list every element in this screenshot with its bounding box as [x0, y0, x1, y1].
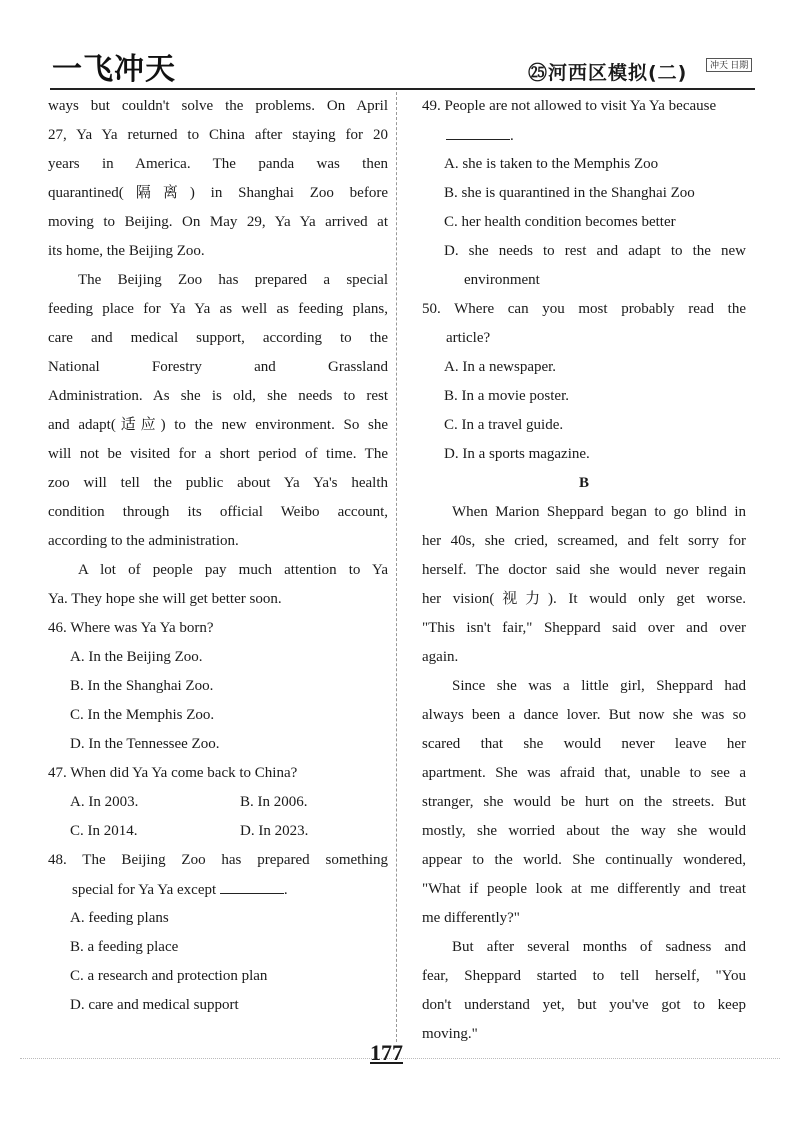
- header-rule: [50, 88, 755, 90]
- q49-option-b[interactable]: B. she is quarantined in the Shanghai Zoo: [444, 185, 695, 201]
- passage-line: Ya. They hope she will get better soon.: [48, 591, 282, 607]
- passage-line: ways but couldn't solve the problems. On April: [48, 98, 388, 114]
- passage-line: "What if people look at me differently and treat: [422, 881, 746, 897]
- passage-b-label: B: [578, 475, 589, 491]
- q50-option-d[interactable]: D. In a sports magazine.: [444, 446, 590, 462]
- question-46-stem: 46. Where was Ya Ya born?: [48, 620, 214, 636]
- passage-line: A lot of people pay much attention to Ya: [78, 562, 388, 578]
- q47-option-b[interactable]: B. In 2006.: [240, 794, 308, 810]
- passage-line: scared that she would never leave her: [422, 736, 746, 752]
- passage-line: don't understand yet, but you've got to keep: [422, 997, 746, 1013]
- q50-option-c[interactable]: C. In a travel guide.: [444, 417, 564, 433]
- passage-line: Administration. As she is old, she needs to rest: [48, 388, 388, 404]
- q50-option-b[interactable]: B. In a movie poster.: [444, 388, 569, 404]
- q49-option-d[interactable]: D. she needs to rest and adapt to the new: [444, 243, 746, 259]
- q46-option-c[interactable]: C. In the Memphis Zoo.: [70, 707, 215, 723]
- question-48-stem: 48. The Beijing Zoo has prepared something: [48, 852, 388, 868]
- passage-line: fear, Sheppard started to tell herself, "You: [422, 968, 746, 984]
- q50-option-a[interactable]: A. In a newspaper.: [444, 359, 557, 375]
- q49-option-d-cont: environment: [464, 272, 540, 288]
- q49-option-c[interactable]: C. her health condition becomes better: [444, 214, 676, 230]
- passage-line: moving.": [422, 1026, 478, 1042]
- passage-line: and adapt(适应) to the new environment. So she: [48, 417, 388, 433]
- passage-line: its home, the Beijing Zoo.: [48, 243, 205, 259]
- passage-line: But after several months of sadness and: [452, 939, 746, 955]
- passage-line: her vision(视力). It would only get worse.: [422, 591, 746, 607]
- q48-stem-text: special for Ya Ya except: [72, 882, 217, 898]
- passage-line: will not be visited for a short period of time. The: [48, 446, 388, 462]
- page-number: 177: [370, 1040, 403, 1065]
- q49-option-a[interactable]: A. she is taken to the Memphis Zoo: [444, 156, 659, 172]
- q48-option-a[interactable]: A. feeding plans: [70, 910, 169, 926]
- question-49-blank-row: .: [422, 121, 746, 150]
- passage-line: condition through its official Weibo account,: [48, 504, 388, 520]
- passage-line: care and medical support, according to the: [48, 330, 388, 346]
- question-48-stem-cont: special for Ya Ya except .: [48, 875, 388, 904]
- question-47-stem: 47. When did Ya Ya come back to China?: [48, 765, 298, 781]
- right-column: [422, 92, 746, 1049]
- passage-line: her 40s, she cried, screamed, and felt sorry for: [422, 533, 746, 549]
- q48-option-d[interactable]: D. care and medical support: [70, 997, 239, 1013]
- answer-blank[interactable]: [220, 875, 284, 894]
- passage-line: moving to Beijing. On May 29, Ya Ya arrived at: [48, 214, 388, 230]
- left-column: [48, 92, 388, 1020]
- corner-mark: 冲天 日期: [706, 58, 752, 72]
- passage-line: stranger, she would be hurt on the streets. But: [422, 794, 746, 810]
- passage-line: again.: [422, 649, 459, 665]
- passage-line: When Marion Sheppard began to go blind in: [452, 504, 746, 520]
- q47-option-a[interactable]: A. In 2003.: [70, 794, 139, 810]
- passage-line: 27, Ya Ya returned to China after staying for 20: [48, 127, 388, 143]
- question-49-stem: 49. People are not allowed to visit Ya Ya because: [422, 98, 717, 114]
- question-50-stem-cont: article?: [446, 330, 491, 346]
- passage-line: "This isn't fair," Sheppard said over and over: [422, 620, 746, 636]
- q48-option-b[interactable]: B. a feeding place: [70, 939, 179, 955]
- passage-line: apartment. She was afraid that, unable to see a: [422, 765, 746, 781]
- q47-options-row-1: [48, 788, 388, 817]
- passage-line: National Forestry and Grassland: [48, 359, 388, 375]
- exam-section-title: ㉕河西区模拟(二): [528, 62, 688, 84]
- passage-line: appear to the world. She continually wondered,: [422, 852, 746, 868]
- passage-line: mostly, she worried about the way she would: [422, 823, 746, 839]
- passage-line: always been a dance lover. But now she was so: [422, 707, 746, 723]
- passage-line: The Beijing Zoo has prepared a special: [78, 272, 388, 288]
- passage-line: me differently?": [422, 910, 520, 926]
- passage-line: according to the administration.: [48, 533, 239, 549]
- q46-option-d[interactable]: D. In the Tennessee Zoo.: [70, 736, 220, 752]
- q46-option-a[interactable]: A. In the Beijing Zoo.: [70, 649, 203, 665]
- column-divider: [396, 92, 397, 1042]
- passage-line: Since she was a little girl, Sheppard had: [452, 678, 746, 694]
- brand-logo: 一飞冲天: [52, 52, 176, 87]
- passage-line: quarantined(隔离) in Shanghai Zoo before: [48, 185, 388, 201]
- q47-option-d[interactable]: D. In 2023.: [240, 823, 309, 839]
- q46-option-b[interactable]: B. In the Shanghai Zoo.: [70, 678, 214, 694]
- q48-option-c[interactable]: C. a research and protection plan: [70, 968, 268, 984]
- passage-line: zoo will tell the public about Ya Ya's health: [48, 475, 388, 491]
- passage-line: feeding place for Ya Ya as well as feeding plans,: [48, 301, 388, 317]
- answer-blank[interactable]: [446, 121, 510, 140]
- passage-line: herself. The doctor said she would never regain: [422, 562, 746, 578]
- q47-options-row-2: [48, 817, 388, 846]
- passage-line: years in America. The panda was then: [48, 156, 388, 172]
- q47-option-c[interactable]: C. In 2014.: [70, 823, 138, 839]
- question-50-stem: 50. Where can you most probably read the: [422, 301, 746, 317]
